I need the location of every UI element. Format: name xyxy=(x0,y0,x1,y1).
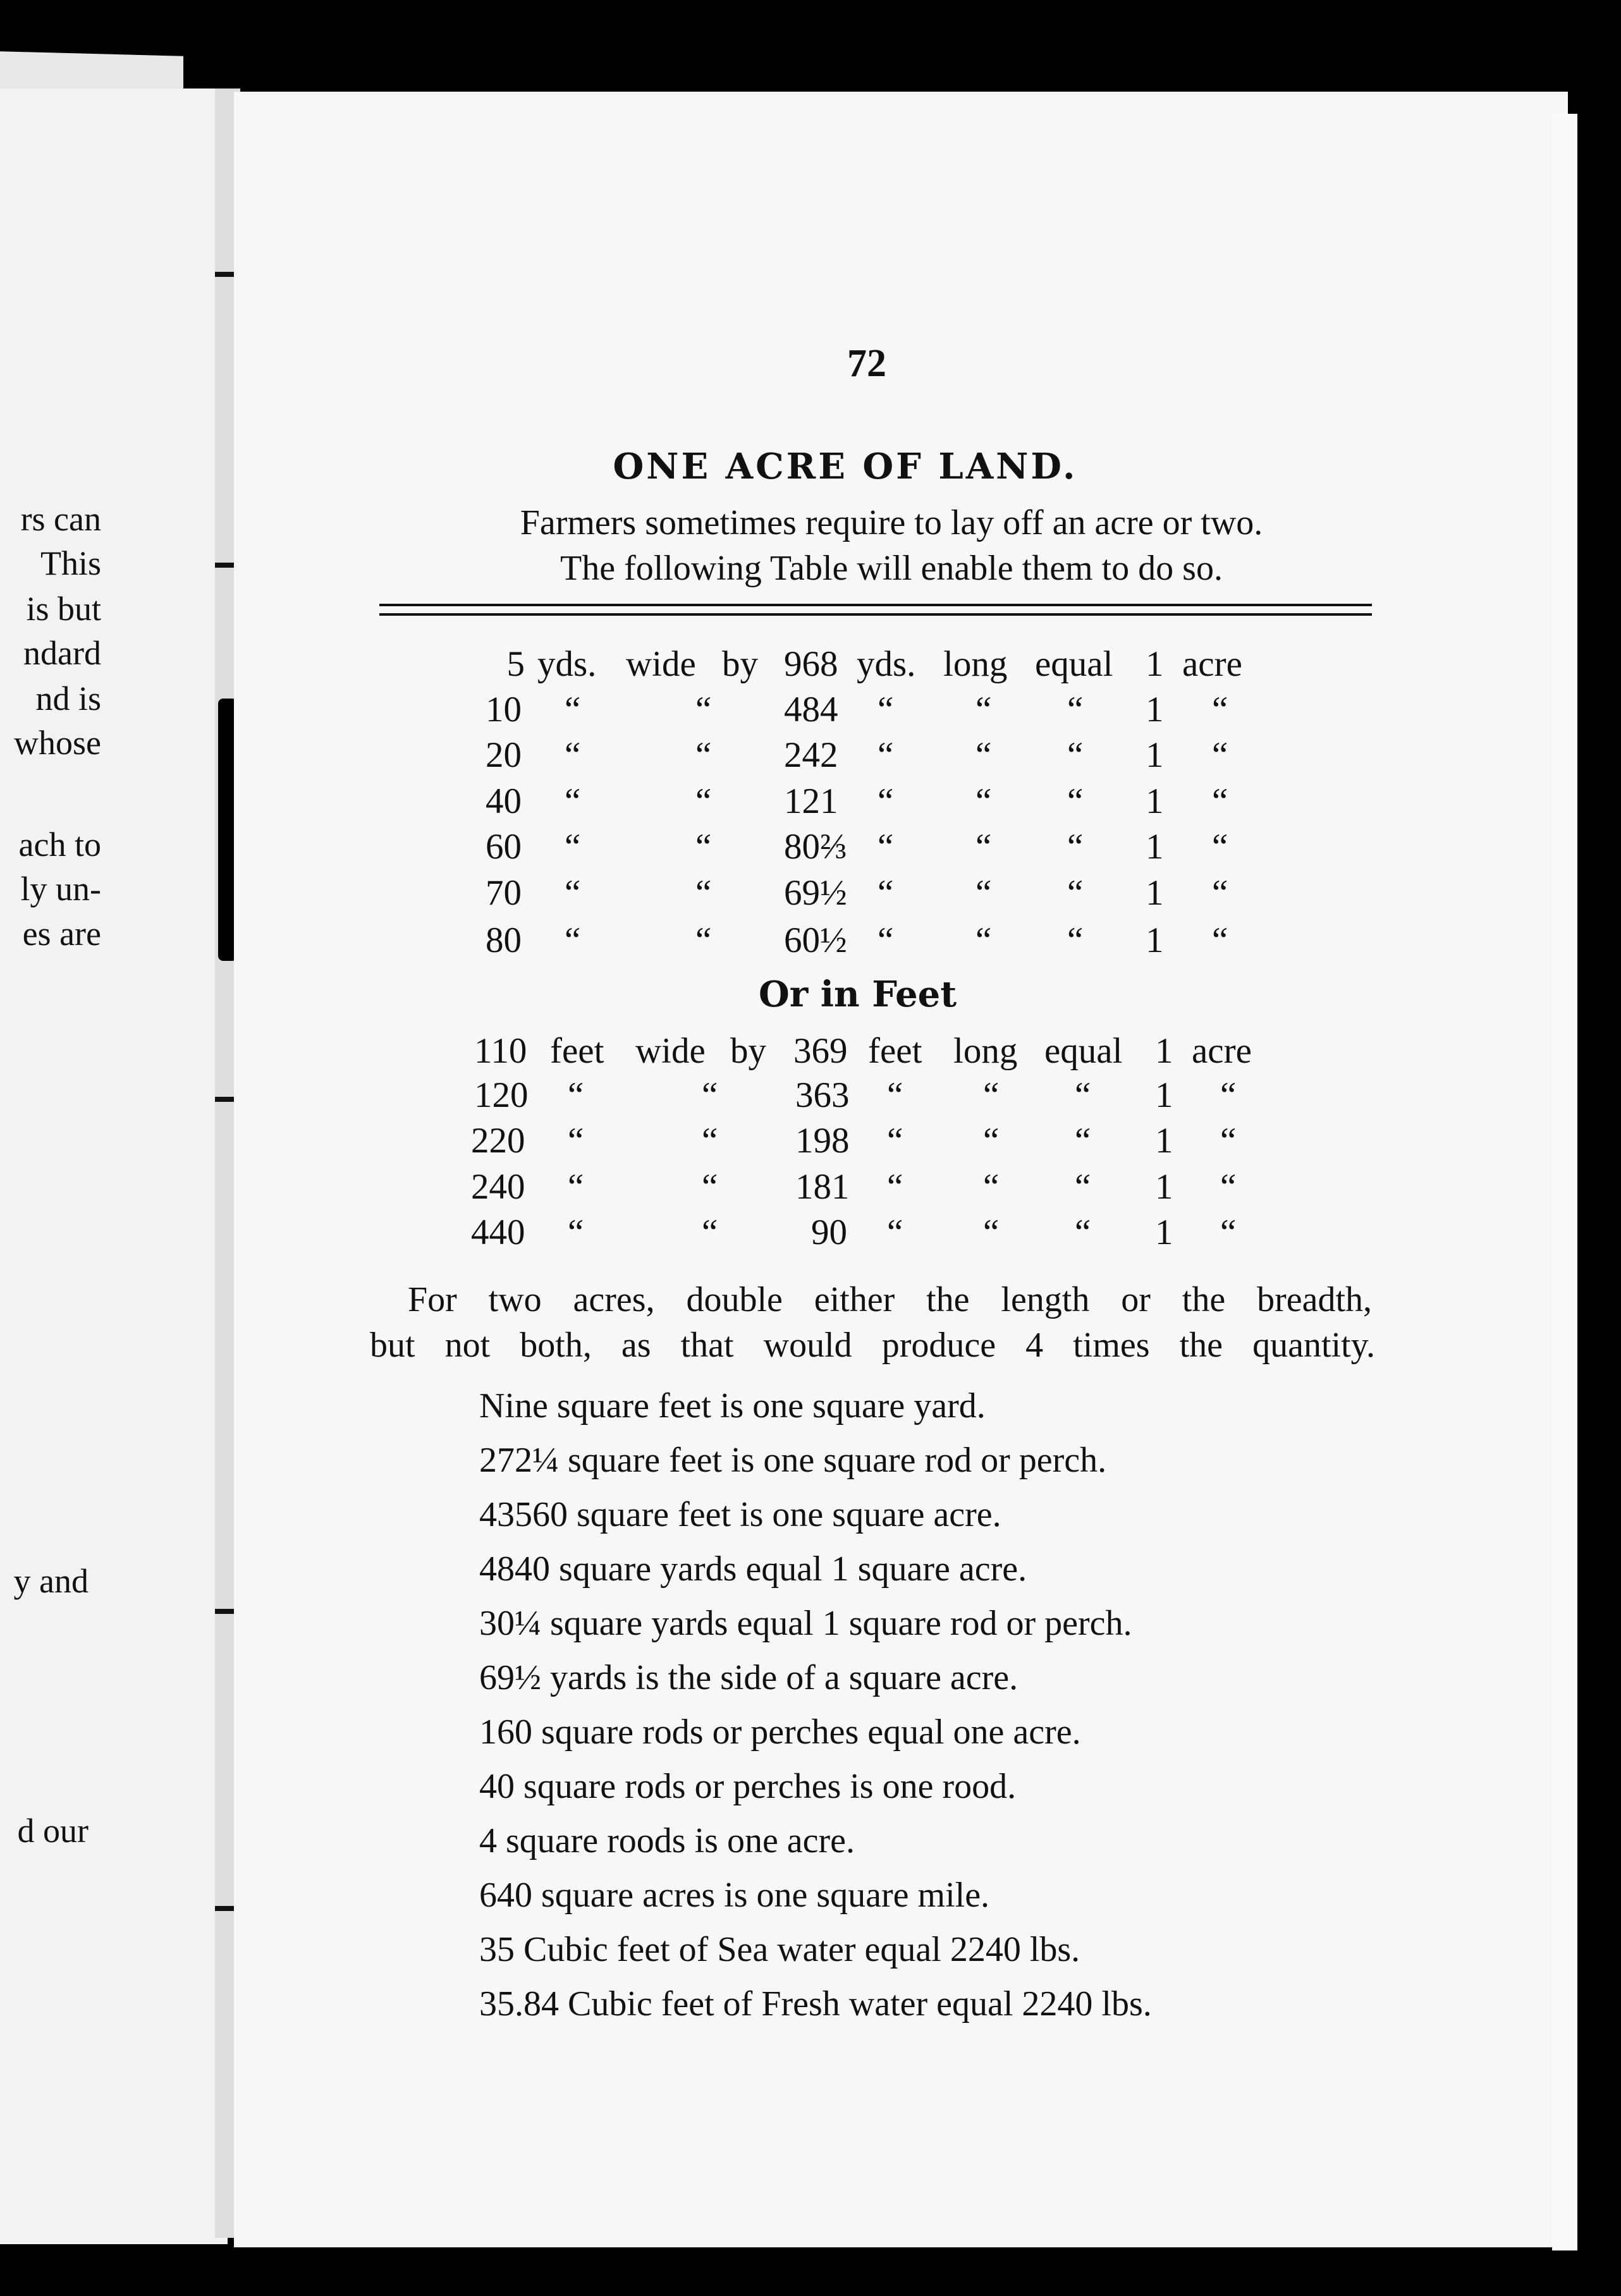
list-item: 35 Cubic feet of Sea water equal 2240 lbs. xyxy=(479,1930,1080,1969)
ditto-cell: “ xyxy=(887,1167,903,1207)
ditto-cell: “ xyxy=(565,690,581,730)
length-cell: 968 xyxy=(784,644,838,684)
list-item: 272¼ square feet is one square rod or perch. xyxy=(479,1441,1107,1480)
wide-cell: wide xyxy=(635,1031,706,1071)
ditto-cell: “ xyxy=(1220,1075,1237,1115)
ditto-cell: “ xyxy=(1067,690,1084,730)
list-item: 69½ yards is the side of a square acre. xyxy=(479,1658,1018,1697)
ditto-cell: “ xyxy=(695,827,712,867)
ditto-cell: “ xyxy=(1067,735,1084,775)
ditto-cell: “ xyxy=(565,873,581,913)
by-cell: by xyxy=(722,644,758,684)
left-fragment: is but xyxy=(26,590,101,628)
ditto-cell: “ xyxy=(568,1212,584,1252)
ditto-cell: “ xyxy=(983,1212,1000,1252)
length-cell: 369 xyxy=(793,1031,848,1071)
ditto-cell: “ xyxy=(887,1075,903,1115)
ditto-cell: “ xyxy=(878,690,894,730)
ditto-cell: “ xyxy=(1212,781,1228,821)
length-cell: 69½ xyxy=(784,873,847,913)
unit-cell: feet xyxy=(868,1031,922,1071)
list-item: 30¼ square yards equal 1 square rod or perch. xyxy=(479,1604,1132,1643)
ditto-cell: “ xyxy=(695,690,712,730)
ditto-cell: “ xyxy=(878,735,894,775)
ditto-cell: “ xyxy=(702,1121,718,1161)
left-fragment: nd is xyxy=(35,680,101,718)
ditto-cell: “ xyxy=(1075,1121,1091,1161)
ditto-cell: “ xyxy=(878,873,894,913)
equal-cell: equal xyxy=(1035,644,1113,684)
ditto-cell: “ xyxy=(702,1212,718,1252)
two-acres-note: but not both, as that would produce 4 times the quantity. xyxy=(370,1326,1375,1365)
length-cell: 90 xyxy=(811,1212,847,1252)
page-number: 72 xyxy=(847,342,886,385)
long-cell: long xyxy=(953,1031,1018,1071)
list-item: 4 square roods is one acre. xyxy=(479,1821,855,1860)
ditto-cell: “ xyxy=(1067,781,1084,821)
ditto-cell: “ xyxy=(565,735,581,775)
acre-value-cell: 1 xyxy=(1155,1121,1173,1161)
acre-value-cell: 1 xyxy=(1146,920,1164,960)
length-cell: 484 xyxy=(784,690,838,730)
ditto-cell: “ xyxy=(887,1212,903,1252)
ditto-cell: “ xyxy=(976,781,992,821)
ditto-cell: “ xyxy=(976,920,992,960)
width-cell: 10 xyxy=(486,690,522,730)
ditto-cell: “ xyxy=(878,827,894,867)
ditto-cell: “ xyxy=(565,920,581,960)
by-cell: by xyxy=(730,1031,766,1071)
left-fragment: d our xyxy=(17,1812,89,1850)
unit-cell: yds. xyxy=(857,644,916,684)
width-cell: 20 xyxy=(486,735,522,775)
double-rule xyxy=(379,604,1372,606)
ditto-cell: “ xyxy=(1067,920,1084,960)
acre-value-cell: 1 xyxy=(1146,827,1164,867)
ditto-cell: “ xyxy=(1220,1212,1237,1252)
intro-line: The following Table will enable them to do so. xyxy=(560,549,1223,588)
left-page xyxy=(0,89,228,2244)
list-item: 35.84 Cubic feet of Fresh water equal 2240 lbs. xyxy=(479,1984,1152,2024)
acre-cell: acre xyxy=(1182,644,1242,684)
list-item: 4840 square yards equal 1 square acre. xyxy=(479,1549,1027,1589)
width-cell: 220 xyxy=(471,1121,525,1161)
ditto-cell: “ xyxy=(1075,1167,1091,1207)
left-fragment: es are xyxy=(22,915,101,953)
left-fragment: whose xyxy=(14,724,101,762)
ditto-cell: “ xyxy=(695,873,712,913)
acre-value-cell: 1 xyxy=(1155,1212,1173,1252)
length-cell: 121 xyxy=(784,781,838,821)
acre-value-cell: 1 xyxy=(1146,644,1164,684)
width-cell: 80 xyxy=(486,920,522,960)
left-fragment: This xyxy=(40,544,101,582)
two-acres-note: For two acres, double either the length or the breadth, xyxy=(408,1280,1372,1319)
acre-value-cell: 1 xyxy=(1155,1031,1173,1071)
ditto-cell: “ xyxy=(983,1121,1000,1161)
long-cell: long xyxy=(943,644,1008,684)
list-item: Nine square feet is one square yard. xyxy=(479,1386,986,1426)
ditto-cell: “ xyxy=(568,1121,584,1161)
width-cell: 60 xyxy=(486,827,522,867)
page-edge-right xyxy=(1552,114,1577,2250)
ditto-cell: “ xyxy=(565,827,581,867)
width-cell: 120 xyxy=(474,1075,529,1115)
page-title: ONE ACRE OF LAND. xyxy=(613,446,1078,487)
width-cell: 240 xyxy=(471,1167,525,1207)
width-cell: 5 xyxy=(506,644,525,684)
ditto-cell: “ xyxy=(976,735,992,775)
length-cell: 181 xyxy=(795,1167,850,1207)
left-fragment: ndard xyxy=(23,634,101,672)
ditto-cell: “ xyxy=(983,1167,1000,1207)
ditto-cell: “ xyxy=(695,735,712,775)
ditto-cell: “ xyxy=(976,873,992,913)
ditto-cell: “ xyxy=(568,1167,584,1207)
length-cell: 80⅔ xyxy=(784,827,847,867)
ditto-cell: “ xyxy=(976,827,992,867)
ditto-cell: “ xyxy=(1067,827,1084,867)
ditto-cell: “ xyxy=(976,690,992,730)
equal-cell: equal xyxy=(1044,1031,1123,1071)
ditto-cell: “ xyxy=(695,781,712,821)
ditto-cell: “ xyxy=(1212,873,1228,913)
intro-line: Farmers sometimes require to lay off an acre or two. xyxy=(520,503,1263,542)
ditto-cell: “ xyxy=(983,1075,1000,1115)
ditto-cell: “ xyxy=(1220,1167,1237,1207)
width-cell: 440 xyxy=(471,1212,525,1252)
length-cell: 363 xyxy=(795,1075,850,1115)
double-rule xyxy=(379,613,1372,616)
list-item: 640 square acres is one square mile. xyxy=(479,1876,990,1915)
list-item: 43560 square feet is one square acre. xyxy=(479,1495,1001,1534)
width-cell: 40 xyxy=(486,781,522,821)
ditto-cell: “ xyxy=(878,920,894,960)
ditto-cell: “ xyxy=(1220,1121,1237,1161)
ditto-cell: “ xyxy=(695,920,712,960)
acre-cell: acre xyxy=(1192,1031,1252,1071)
acre-value-cell: 1 xyxy=(1146,781,1164,821)
ditto-cell: “ xyxy=(565,781,581,821)
list-item: 40 square rods or perches is one rood. xyxy=(479,1767,1017,1806)
length-cell: 198 xyxy=(795,1121,850,1161)
left-fragment: ly un- xyxy=(20,870,101,908)
acre-value-cell: 1 xyxy=(1155,1075,1173,1115)
ditto-cell: “ xyxy=(568,1075,584,1115)
ditto-cell: “ xyxy=(1075,1075,1091,1115)
acre-value-cell: 1 xyxy=(1146,690,1164,730)
acre-value-cell: 1 xyxy=(1155,1167,1173,1207)
ditto-cell: “ xyxy=(702,1075,718,1115)
ditto-cell: “ xyxy=(1212,920,1228,960)
length-cell: 242 xyxy=(784,735,838,775)
width-cell: 110 xyxy=(474,1031,527,1071)
list-item: 160 square rods or perches equal one acre. xyxy=(479,1713,1081,1752)
left-fragment: rs can xyxy=(20,500,101,538)
ditto-cell: “ xyxy=(1067,873,1084,913)
unit-cell: feet xyxy=(550,1031,604,1071)
acre-value-cell: 1 xyxy=(1146,735,1164,775)
ditto-cell: “ xyxy=(1212,735,1228,775)
left-fragment: ach to xyxy=(18,826,101,864)
ditto-cell: “ xyxy=(1212,690,1228,730)
left-fragment: y and xyxy=(13,1562,89,1600)
unit-cell: yds. xyxy=(537,644,597,684)
ditto-cell: “ xyxy=(1075,1212,1091,1252)
wide-cell: wide xyxy=(626,644,696,684)
feet-heading: Or in Feet xyxy=(759,974,957,1015)
width-cell: 70 xyxy=(486,873,522,913)
acre-value-cell: 1 xyxy=(1146,873,1164,913)
ditto-cell: “ xyxy=(887,1121,903,1161)
length-cell: 60½ xyxy=(784,920,847,960)
ditto-cell: “ xyxy=(1212,827,1228,867)
ditto-cell: “ xyxy=(878,781,894,821)
ditto-cell: “ xyxy=(702,1167,718,1207)
